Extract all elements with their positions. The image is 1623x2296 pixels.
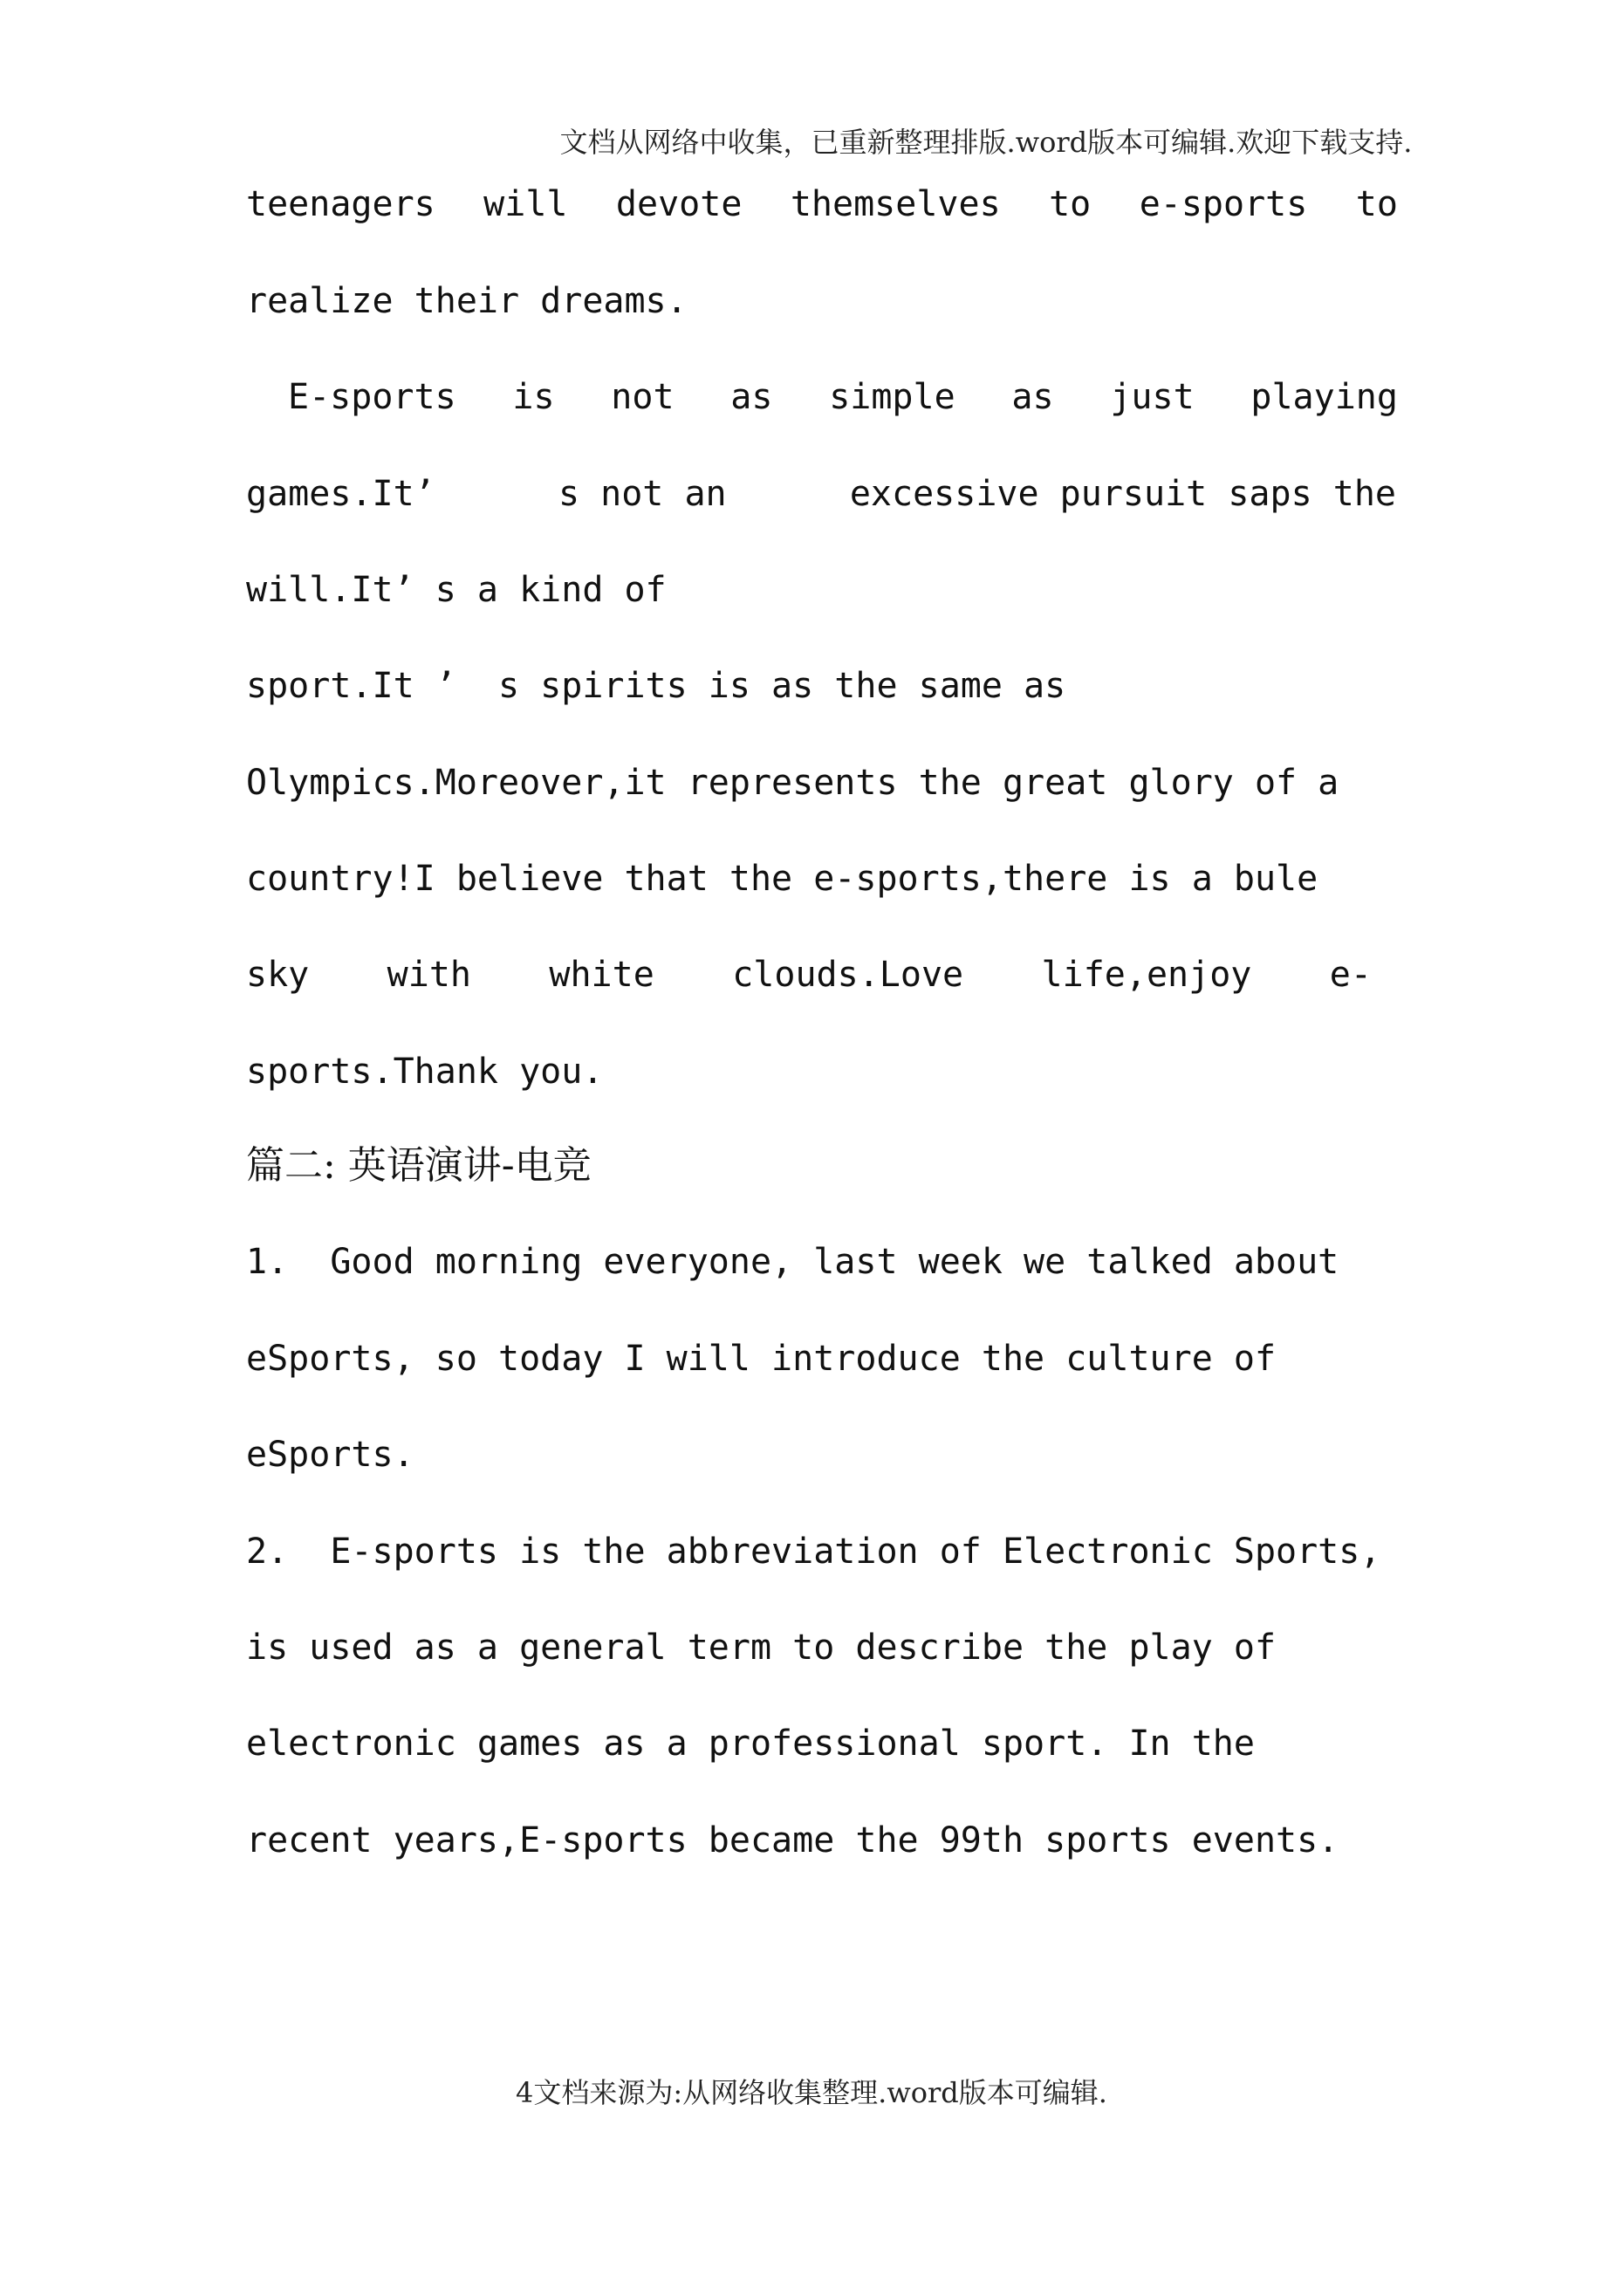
word: as: [730, 377, 773, 417]
paragraph-line: realize their dreams.: [246, 281, 688, 321]
word-group: games.It’: [246, 474, 435, 514]
word: will: [483, 184, 568, 224]
word: e-sports: [1139, 184, 1308, 224]
word: e-: [1329, 955, 1372, 995]
paragraph-line: will.It’ s a kind of: [246, 570, 667, 610]
paragraph-line: [288, 373, 1398, 422]
paragraph-line: [246, 469, 1396, 518]
word-group: s not an: [558, 474, 727, 514]
paragraph-line: [246, 950, 1372, 999]
word: devote: [615, 184, 743, 224]
list-item-line: eSports, so today I will introduce the culture of: [246, 1339, 1277, 1379]
list-item-line: is used as a general term to describe the play of: [246, 1628, 1277, 1668]
list-item-line: 1. Good morning everyone, last week we talked about: [246, 1242, 1339, 1282]
word: white: [549, 955, 654, 995]
word: sky: [246, 955, 310, 995]
list-item-line: recent years,E-sports became the 99th sports events.: [246, 1820, 1339, 1861]
word: playing: [1250, 377, 1398, 417]
paragraph-line: sports.Thank you.: [246, 1052, 604, 1092]
word: to: [1355, 184, 1398, 224]
word: simple: [829, 377, 955, 417]
page-footer: 4文档来源为:从网络收集整理.word版本可编辑.: [516, 2076, 1107, 2109]
list-item-line: 2. E-sports is the abbreviation of Electronic Sports,: [246, 1532, 1381, 1572]
list-item-line: electronic games as a professional sport. In the: [246, 1724, 1255, 1764]
page-header: 文档从网络中收集，已重新整理排版.word版本可编辑.欢迎下载支持.: [559, 126, 1413, 159]
word: themselves: [790, 184, 1001, 224]
word: E-sports: [288, 377, 456, 417]
word: not: [611, 377, 675, 417]
word-group: excessive pursuit saps the: [849, 474, 1396, 514]
word: clouds.Love: [732, 955, 964, 995]
list-item-line: eSports.: [246, 1435, 414, 1475]
paragraph-line: country!I believe that the e-sports,there is a bule: [246, 859, 1318, 899]
paragraph-line: [246, 180, 1398, 229]
word: as: [1011, 377, 1054, 417]
word: to: [1049, 184, 1092, 224]
section-heading: 篇二: 英语演讲-电竞: [246, 1143, 592, 1188]
word: with: [387, 955, 471, 995]
word: is: [512, 377, 555, 417]
word: just: [1110, 377, 1195, 417]
word: life,enjoy: [1041, 955, 1252, 995]
word: teenagers: [246, 184, 435, 224]
paragraph-line: Olympics.Moreover,it represents the great glory of a: [246, 763, 1339, 803]
paragraph-line: sport.It ’ s spirits is as the same as: [246, 666, 1066, 706]
